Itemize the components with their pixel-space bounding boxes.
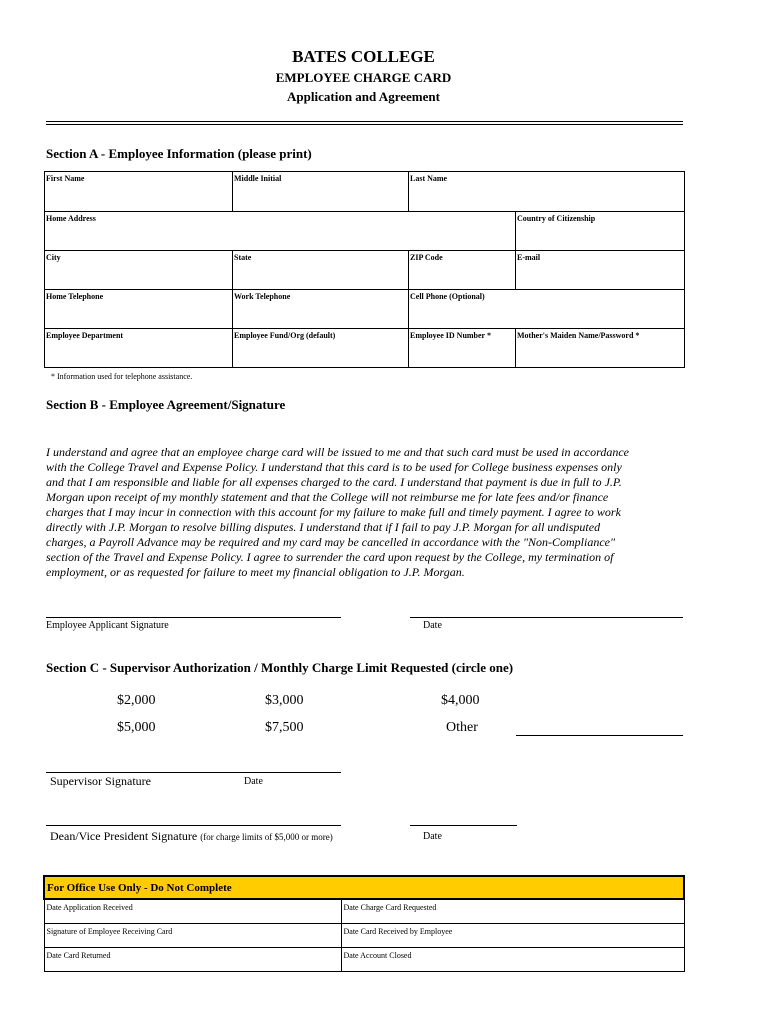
limit-option-2000[interactable]: $2,000 [117,693,156,708]
last-name-label: Last Name [410,174,448,183]
agreement-line: employment, or as requested for failure to meet my financial obligation to J.P. Morgan. [46,565,465,579]
country-label: Country of Citizenship [517,214,596,223]
applicant-date-line[interactable] [410,617,683,618]
department-label: Employee Department [46,331,124,340]
supervisor-signature-line[interactable] [46,772,341,773]
agreement-line: Morgan upon receipt of my monthly statement and that the College will not reimburse me for late fees and/or finance [46,490,609,504]
middle-initial-field[interactable] [233,172,409,212]
email-label: E-mail [517,253,541,262]
date-card-received-field[interactable] [341,923,684,947]
department-field[interactable] [45,329,233,368]
dean-signature-note: (for charge limits of $5,000 or more) [200,832,333,842]
page-subtitle-2: Application and Agreement [287,89,440,104]
office-use-table [43,875,685,972]
last-name-field[interactable] [409,172,685,212]
applicant-signature-label: Employee Applicant Signature [46,620,169,631]
date-card-returned-field[interactable] [44,947,341,971]
agreement-line: and that I am responsible and liable for all expenses charged to the card. I understand that payment is due in full to J.P. [46,475,622,489]
date-account-closed-field[interactable] [341,947,684,971]
fund-org-field[interactable] [233,329,409,368]
limit-option-7500[interactable]: $7,500 [265,720,304,735]
office-cell-label: Date Card Received by Employee [343,926,453,936]
page-subtitle: EMPLOYEE CHARGE CARD [275,70,452,85]
cell-phone-field[interactable] [409,290,685,329]
dean-signature-line[interactable] [46,825,341,826]
dean-signature-label: Dean/Vice President Signature [50,829,198,843]
date-application-received-field[interactable] [44,899,341,923]
section-b-heading: Section B - Employee Agreement/Signature [46,397,286,412]
employee-info-table [44,171,685,368]
agreement-line: charges, a Payroll Advance may be required and my card may be cancelled in accordance with the "Non-Compliance" [46,535,616,549]
dean-signature-caption [50,829,333,844]
office-cell-label: Date Account Closed [343,950,412,960]
home-address-field[interactable] [45,212,516,251]
office-cell-label: Signature of Employee Receiving Card [46,926,173,936]
city-label: City [46,253,61,262]
limit-option-4000[interactable]: $4,000 [441,693,480,708]
city-field[interactable] [45,251,233,290]
agreement-line: section of the Travel and Expense Policy. I agree to surrender the card upon request by the College, my termination of [46,550,614,564]
dean-date-label: Date [423,831,442,842]
work-phone-field[interactable] [233,290,409,329]
office-use-header: For Office Use Only - Do Not Complete [44,876,684,899]
section-a-heading: Section A - Employee Information (please print) [46,146,312,161]
supervisor-date-label: Date [244,776,263,787]
zip-label: ZIP Code [410,253,443,262]
applicant-date-label: Date [423,620,442,631]
maiden-name-label: Mother's Maiden Name/Password * [517,331,640,340]
limit-option-other[interactable]: Other [446,720,478,735]
cell-phone-label: Cell Phone (Optional) [410,292,485,301]
employee-id-field[interactable] [409,329,516,368]
middle-initial-label: Middle Initial [234,174,282,183]
first-name-field[interactable] [45,172,233,212]
agreement-paragraph [46,445,686,580]
agreement-line: with the College Travel and Expense Policy. I understand that this card is to be used for College business expenses only [46,460,622,474]
agreement-line: I understand and agree that an employee charge card will be issued to me and that such card must be used in accordance [46,445,630,459]
office-cell-label: Date Card Returned [46,950,111,960]
agreement-line: charges that I may incur in connection with this account for my failure to make full and timely payment. I agree to work [46,505,621,519]
office-cell-label: Date Application Received [46,903,133,912]
home-phone-field[interactable] [45,290,233,329]
other-amount-line[interactable] [516,735,683,736]
header-rule-bottom [46,124,683,125]
supervisor-signature-label: Supervisor Signature [50,774,151,788]
state-field[interactable] [233,251,409,290]
home-phone-label: Home Telephone [46,292,104,301]
first-name-label: First Name [46,174,85,183]
limit-option-3000[interactable]: $3,000 [265,693,304,708]
receiving-signature-field[interactable] [44,923,341,947]
country-field[interactable] [516,212,685,251]
employee-id-label: Employee ID Number * [410,331,491,340]
office-cell-label: Date Charge Card Requested [343,903,437,912]
applicant-signature-line[interactable] [46,617,341,618]
section-a-footnote: * Information used for telephone assistance. [51,372,193,381]
fund-org-label: Employee Fund/Org (default) [234,331,336,340]
home-address-label: Home Address [46,214,96,223]
maiden-name-field[interactable] [516,329,685,368]
state-label: State [234,253,252,262]
email-field[interactable] [516,251,685,290]
header-rule-top [46,121,683,122]
limit-option-5000[interactable]: $5,000 [117,720,156,735]
section-c-heading: Section C - Supervisor Authorization / Monthly Charge Limit Requested (circle one) [46,660,514,675]
agreement-line: directly with J.P. Morgan to resolve billing disputes. I understand that if I fail to pay J.P. Morgan for all undisputed [46,520,601,534]
zip-field[interactable] [409,251,516,290]
date-card-requested-field[interactable] [341,899,684,923]
page-title: BATES COLLEGE [292,47,435,66]
dean-date-line[interactable] [410,825,517,826]
work-phone-label: Work Telephone [234,292,291,301]
